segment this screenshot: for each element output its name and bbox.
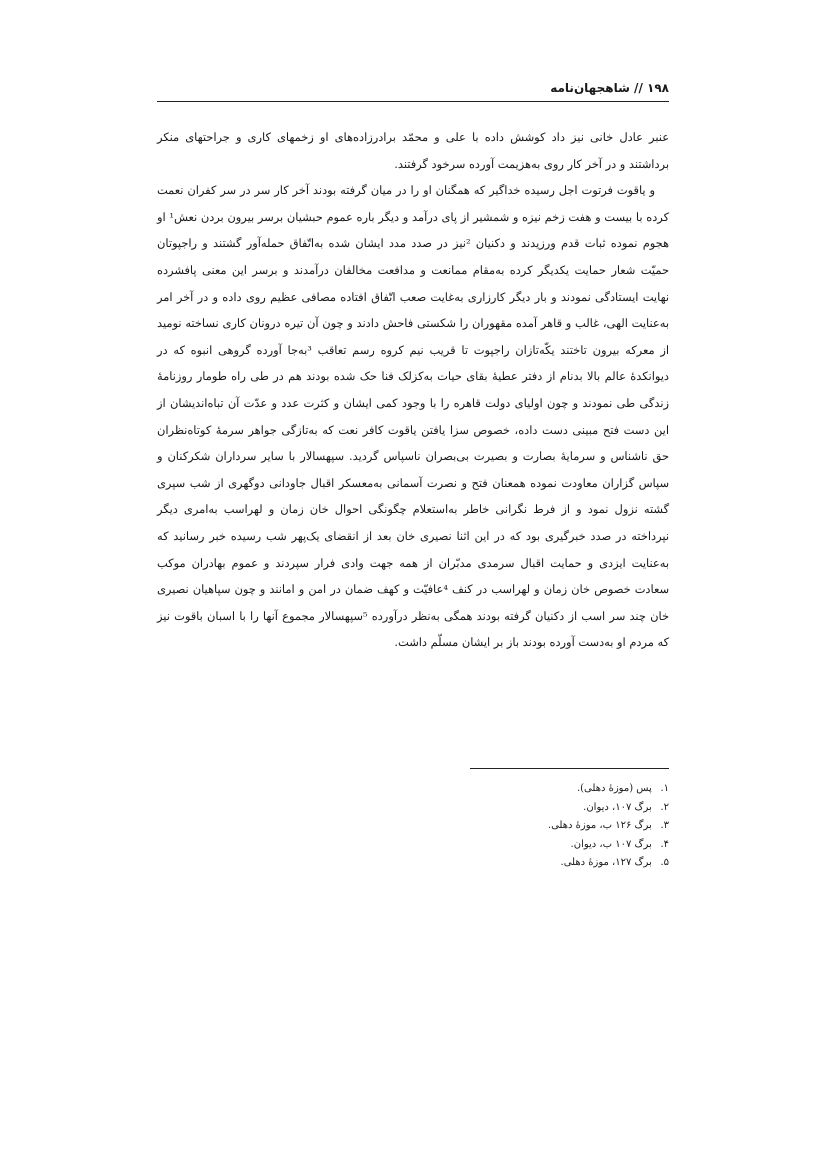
footnote-item: [300, 854, 669, 873]
footnote-text: برگ ۱۲۷، موزهٔ دهلی.: [560, 857, 652, 868]
footnote-number: ۴.: [660, 838, 669, 850]
footnote-text: برگ ۱۰۷، دیوان.: [583, 801, 652, 813]
footnote-number: ۱.: [660, 783, 669, 794]
running-title: ۱۹۸ // شاهجهان‌نامه: [550, 81, 669, 95]
footnotes-list: [300, 780, 669, 873]
paragraph: عنبر عادل خانی نیز داد کوشش داده با علی و محمّد برادرزاده‌های او زخمهای کاری و جراحتهای منکر برداشتند و در آخر کار روی به‌هزیمت آورده سرخود گرفتند.: [157, 130, 669, 171]
footnote-item: [300, 817, 669, 836]
footnote-item: [300, 780, 669, 799]
footnote-item: [300, 799, 669, 818]
footnote-separator: [470, 768, 669, 769]
footnote-text: برگ ۱۰۷ ب، دیوان.: [570, 838, 652, 850]
header-rule: [157, 101, 669, 102]
footnote-number: ۳.: [660, 820, 669, 831]
running-header: [157, 78, 669, 102]
footnote-number: ۲.: [660, 801, 669, 813]
paragraph: و یاقوت فرتوت اجل رسیده خداگیر که همگنان او را در میان گرفته بودند آخر کار سر در سر کفران نعمت کرده با بیست و هفت زخم نیزه و شمشیر از پای درآمد و دیگر باره عموم حبشیان برسر بیرون بردن نعش¹ او هجوم نموده ثبات قدم ورزیدند و دکنیان ²نیز در صدد مدد ایشان شده به‌اتّفاق حمله‌آور گشتند و راجپوتان حمیّت شعار حمایت یکدیگر کرده به‌مقام ممانعت و مدافعت مخالفان درآمدند و برسر این معنی پافشرده نهایت ایستادگی نمودند‌ و بار دیگر کارزاری به‌غایت صعب اتّفاق افتاده مصافی عظیم روی داده و در آخر امر به‌عنایت الهی، غالب و قاهر آمده مقهوران را شکستی فاحش دادند و چون آن تیره درونان کاری نساخته نومید از معرکه بیرون تاختند یکّه‌تازان راجپوت تا قریب نیم کروه رسم تعاقب ³به‌جا آورده گروهی انبوه که در دیوانکدهٔ عالم بالا بدنام از دفتر عطیهٔ بقای حیات به‌کزلک فنا حک شده بودند هم در طی راه طومار روزنامهٔ زندگی طی نمودند و چون اولیای دولت قاهره را با وجود کمی ایشان و کثرت عدد و عدّت آن تباه‌اندیشان از این دست فتح مبینی دست داده، خصوص سزا یافتن یاقوت کافر نعت که به‌تازگی جواهر سرمهٔ کوتاه‌نظران حق ناشناس و سرمایهٔ بصارت و بصیرت بی‌بصران ناسپاس گردید. سپهسالار با سایر سرداران شکرکنان و سپاس گزاران معاودت نموده همعنان فتح و نصرت آسمانی به‌معسکر اقبال جاودانی دوگهری از شب سپری گشته نزول نمود و از فرط نگرانی خاطر به‌استعلام چگونگی احوال خان زمان و لهراسب به‌امری دیگر نپرداخته در صدد خبرگیری بود که در این اثنا نصیری خان بعد از انقضای یک‌پهر شب رسیده خبر رسانید که به‌عنایت ایزدی و حمایت اقبال سرمدی مدبّران از همه جهت وادی فرار سپردند و عموم بهادران موکب سعادت خصوص خان زمان و لهراسب در کنف ⁴عافیّت و کهف ضمان در امن و امانند و چون سپاهیان نصیری خان چند سر اسب از دکنیان گرفته بودند همگی به‌نظر درآورده ⁵سپهسالار مجموع آنها را با اسبان باقوت نیز که مردم او به‌دست آورده بودند باز بر ایشان مسلّم داشت.: [157, 183, 670, 650]
main-text: [157, 124, 669, 656]
footnote-number: ۵.: [660, 857, 669, 868]
footnote-text: برگ ۱۲۶ ب، موزهٔ دهلی.: [547, 820, 652, 831]
footnote-text: پس (موزهٔ دهلی).: [576, 783, 652, 794]
footnote-item: [300, 836, 669, 855]
